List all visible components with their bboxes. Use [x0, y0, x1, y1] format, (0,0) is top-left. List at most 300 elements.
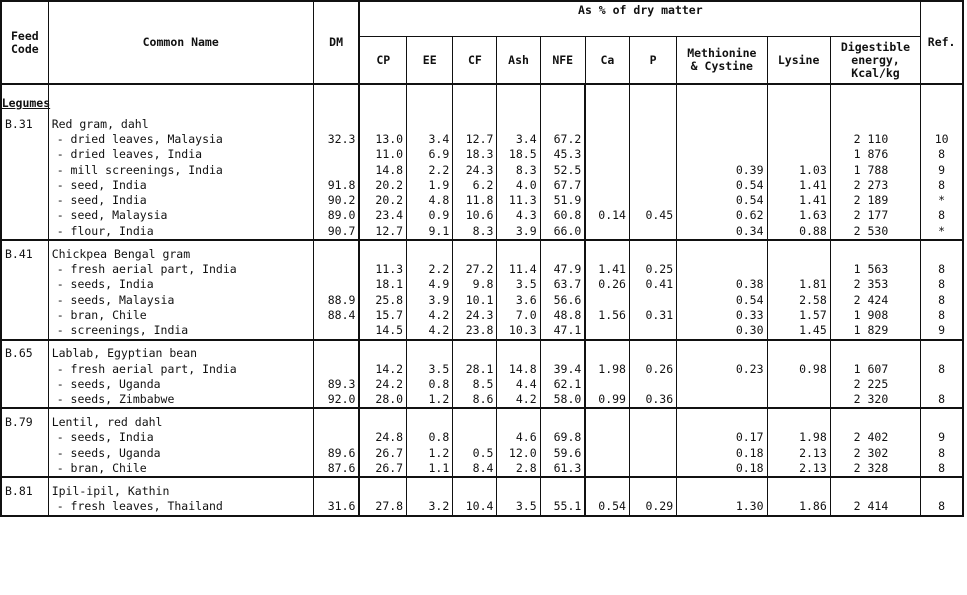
cell-methionine-cystine: 0.39	[677, 163, 767, 178]
cell-p	[629, 163, 676, 178]
cell-nfe: 47.1	[540, 323, 585, 339]
cell-ee: 3.4	[407, 132, 453, 147]
cell-cp: 15.7	[359, 308, 406, 323]
cell-methionine-cystine: 0.34	[677, 224, 767, 240]
header-dry-matter-group: As % of dry matter	[359, 1, 920, 37]
cell-p	[629, 377, 676, 392]
item-name: - fresh leaves, Thailand	[48, 499, 313, 515]
cell-ee: 0.9	[407, 208, 453, 223]
cell-digestible-energy: 2 402	[830, 430, 920, 445]
header-ash: Ash	[497, 37, 540, 85]
item-name: - seed, India	[48, 193, 313, 208]
cell-cf: 10.6	[453, 208, 497, 223]
feed-code: B.79	[1, 408, 48, 430]
cell-cp: 11.3	[359, 262, 406, 277]
table-row	[1, 132, 963, 147]
cell-p	[629, 193, 676, 208]
cell-digestible-energy: 2 530	[830, 224, 920, 240]
cell-ee: 1.2	[407, 392, 453, 408]
cell-p	[629, 446, 676, 461]
cell-cp: 27.8	[359, 499, 406, 515]
cell-p: 0.29	[629, 499, 676, 515]
group-row	[1, 477, 963, 499]
cell-ee: 4.2	[407, 323, 453, 339]
cell-cf: 10.4	[453, 499, 497, 515]
cell-lysine: 2.58	[767, 293, 830, 308]
cell-cp: 24.2	[359, 377, 406, 392]
group-row	[1, 340, 963, 362]
header-feed-code: Feed Code	[1, 1, 48, 84]
cell-lysine: 1.86	[767, 499, 830, 515]
cell-lysine: 1.03	[767, 163, 830, 178]
cell-lysine	[767, 377, 830, 392]
cell-ash: 3.9	[497, 224, 540, 240]
cell-ref: 8	[921, 446, 963, 461]
cell-cp: 26.7	[359, 461, 406, 477]
cell-ash: 3.5	[497, 277, 540, 292]
header-p: P	[629, 37, 676, 85]
cell-digestible-energy: 2 353	[830, 277, 920, 292]
cell-ref: 8	[921, 461, 963, 477]
cell-ca: 1.41	[585, 262, 629, 277]
cell-cp: 24.8	[359, 430, 406, 445]
cell-ref: 8	[921, 293, 963, 308]
cell-digestible-energy: 2 302	[830, 446, 920, 461]
cell-methionine-cystine: 0.54	[677, 293, 767, 308]
item-name: - seeds, India	[48, 430, 313, 445]
table-row	[1, 430, 963, 445]
cell-cp: 14.8	[359, 163, 406, 178]
group-row	[1, 408, 963, 430]
cell-cf: 23.8	[453, 323, 497, 339]
cell-methionine-cystine: 0.17	[677, 430, 767, 445]
header-ca: Ca	[585, 37, 629, 85]
feed-code: B.31	[1, 111, 48, 132]
cell-digestible-energy: 2 414	[830, 499, 920, 515]
cell-ee: 3.5	[407, 362, 453, 377]
cell-dm: 89.3	[313, 377, 359, 392]
table-row	[1, 323, 963, 339]
cell-ca: 1.56	[585, 308, 629, 323]
cell-ca	[585, 147, 629, 162]
table-header	[1, 1, 963, 84]
cell-ca	[585, 163, 629, 178]
cell-methionine-cystine: 1.30	[677, 499, 767, 515]
cell-lysine	[767, 262, 830, 277]
cell-methionine-cystine: 0.54	[677, 178, 767, 193]
cell-p	[629, 323, 676, 339]
cell-lysine	[767, 147, 830, 162]
item-name: - mill screenings, India	[48, 163, 313, 178]
cell-methionine-cystine: 0.18	[677, 446, 767, 461]
cell-digestible-energy: 2 177	[830, 208, 920, 223]
cell-ash: 4.4	[497, 377, 540, 392]
item-name: - screenings, India	[48, 323, 313, 339]
cell-digestible-energy: 2 110	[830, 132, 920, 147]
cell-dm: 89.0	[313, 208, 359, 223]
cell-cp: 13.0	[359, 132, 406, 147]
cell-ref: 8	[921, 499, 963, 515]
cell-dm: 32.3	[313, 132, 359, 147]
cell-digestible-energy: 2 424	[830, 293, 920, 308]
header-nfe: NFE	[540, 37, 585, 85]
header-methionine-cystine: Methionine & Cystine	[677, 37, 767, 85]
cell-ref: *	[921, 193, 963, 208]
cell-cp: 28.0	[359, 392, 406, 408]
table-row	[1, 446, 963, 461]
cell-cf: 27.2	[453, 262, 497, 277]
table-row	[1, 377, 963, 392]
table-row	[1, 163, 963, 178]
cell-methionine-cystine: 0.23	[677, 362, 767, 377]
cell-cf: 8.6	[453, 392, 497, 408]
item-name: - bran, Chile	[48, 308, 313, 323]
cell-cf: 24.3	[453, 163, 497, 178]
table-row	[1, 392, 963, 408]
group-name: Lentil, red dahl	[48, 408, 313, 430]
cell-ash: 4.2	[497, 392, 540, 408]
feed-code: B.41	[1, 240, 48, 262]
item-name: - bran, Chile	[48, 461, 313, 477]
cell-p	[629, 461, 676, 477]
cell-ca	[585, 193, 629, 208]
cell-lysine: 1.63	[767, 208, 830, 223]
cell-ca: 0.26	[585, 277, 629, 292]
cell-nfe: 48.8	[540, 308, 585, 323]
cell-ee: 1.2	[407, 446, 453, 461]
cell-ca: 1.98	[585, 362, 629, 377]
item-name: - seed, India	[48, 178, 313, 193]
cell-ca	[585, 430, 629, 445]
cell-ash: 3.4	[497, 132, 540, 147]
item-name: - seeds, Uganda	[48, 377, 313, 392]
cell-ee: 3.2	[407, 499, 453, 515]
cell-ref: 8	[921, 208, 963, 223]
cell-nfe: 61.3	[540, 461, 585, 477]
table-row	[1, 499, 963, 515]
item-name: - dried leaves, India	[48, 147, 313, 162]
cell-ee: 4.8	[407, 193, 453, 208]
cell-nfe: 62.1	[540, 377, 585, 392]
cell-ref: 9	[921, 163, 963, 178]
cell-lysine	[767, 132, 830, 147]
cell-cp: 26.7	[359, 446, 406, 461]
cell-dm	[313, 323, 359, 339]
header-digestible-energy: Digestible energy, Kcal/kg	[830, 37, 920, 85]
cell-ref: 8	[921, 308, 963, 323]
cell-ref: 8	[921, 392, 963, 408]
cell-lysine: 2.13	[767, 461, 830, 477]
cell-lysine: 1.41	[767, 193, 830, 208]
cell-cf: 8.5	[453, 377, 497, 392]
group-name: Chickpea Bengal gram	[48, 240, 313, 262]
cell-cf: 24.3	[453, 308, 497, 323]
cell-dm: 31.6	[313, 499, 359, 515]
cell-cp: 23.4	[359, 208, 406, 223]
cell-ref: 8	[921, 277, 963, 292]
cell-methionine-cystine: 0.18	[677, 461, 767, 477]
cell-nfe: 67.7	[540, 178, 585, 193]
cell-nfe: 56.6	[540, 293, 585, 308]
header-ref: Ref.	[921, 1, 963, 84]
cell-ee: 1.1	[407, 461, 453, 477]
cell-nfe: 47.9	[540, 262, 585, 277]
cell-nfe: 60.8	[540, 208, 585, 223]
cell-nfe: 58.0	[540, 392, 585, 408]
table-row	[1, 308, 963, 323]
cell-cf: 9.8	[453, 277, 497, 292]
cell-dm: 91.8	[313, 178, 359, 193]
cell-cp: 20.2	[359, 178, 406, 193]
table-row	[1, 262, 963, 277]
cell-digestible-energy: 1 607	[830, 362, 920, 377]
cell-cf: 12.7	[453, 132, 497, 147]
header-dm: DM	[313, 1, 359, 84]
cell-nfe: 39.4	[540, 362, 585, 377]
item-name: - flour, India	[48, 224, 313, 240]
cell-cf	[453, 430, 497, 445]
cell-ref: 8	[921, 362, 963, 377]
table-row	[1, 208, 963, 223]
item-name: - fresh aerial part, India	[48, 262, 313, 277]
cell-ca: 0.54	[585, 499, 629, 515]
cell-digestible-energy: 2 189	[830, 193, 920, 208]
cell-nfe: 69.8	[540, 430, 585, 445]
cell-cp: 14.2	[359, 362, 406, 377]
cell-cp: 12.7	[359, 224, 406, 240]
cell-dm: 92.0	[313, 392, 359, 408]
cell-methionine-cystine: 0.33	[677, 308, 767, 323]
cell-cp: 14.5	[359, 323, 406, 339]
cell-ash: 8.3	[497, 163, 540, 178]
group-row	[1, 240, 963, 262]
cell-cf: 8.4	[453, 461, 497, 477]
category-label: Legumes	[1, 95, 51, 110]
cell-p: 0.36	[629, 392, 676, 408]
cell-ca	[585, 178, 629, 193]
item-name: - fresh aerial part, India	[48, 362, 313, 377]
cell-methionine-cystine	[677, 392, 767, 408]
cell-cf: 0.5	[453, 446, 497, 461]
cell-cf: 10.1	[453, 293, 497, 308]
cell-cp: 11.0	[359, 147, 406, 162]
cell-p	[629, 132, 676, 147]
cell-dm: 90.7	[313, 224, 359, 240]
cell-nfe: 45.3	[540, 147, 585, 162]
cell-dm	[313, 362, 359, 377]
table-row	[1, 277, 963, 292]
table-row	[1, 178, 963, 193]
cell-ash: 18.5	[497, 147, 540, 162]
cell-digestible-energy: 2 320	[830, 392, 920, 408]
cell-nfe: 52.5	[540, 163, 585, 178]
cell-digestible-energy: 2 225	[830, 377, 920, 392]
cell-methionine-cystine	[677, 377, 767, 392]
cell-ee: 2.2	[407, 262, 453, 277]
cell-digestible-energy: 1 788	[830, 163, 920, 178]
cell-ref: 8	[921, 178, 963, 193]
cell-ca	[585, 293, 629, 308]
item-name: - seeds, Uganda	[48, 446, 313, 461]
header-cp: CP	[359, 37, 406, 85]
cell-dm	[313, 163, 359, 178]
item-name: - seeds, Zimbabwe	[48, 392, 313, 408]
table-row	[1, 362, 963, 377]
cell-lysine: 1.98	[767, 430, 830, 445]
table-row	[1, 193, 963, 208]
cell-p	[629, 224, 676, 240]
feed-code: B.65	[1, 340, 48, 362]
cell-dm: 89.6	[313, 446, 359, 461]
cell-ee: 4.9	[407, 277, 453, 292]
cell-ca	[585, 446, 629, 461]
cell-lysine: 0.98	[767, 362, 830, 377]
cell-cf: 18.3	[453, 147, 497, 162]
header-common-name: Common Name	[48, 1, 313, 84]
cell-digestible-energy: 1 876	[830, 147, 920, 162]
header-cf: CF	[453, 37, 497, 85]
cell-nfe: 51.9	[540, 193, 585, 208]
cell-dm	[313, 147, 359, 162]
cell-methionine-cystine: 0.30	[677, 323, 767, 339]
group-row	[1, 111, 963, 132]
cell-lysine: 1.41	[767, 178, 830, 193]
cell-ee: 3.9	[407, 293, 453, 308]
cell-methionine-cystine: 0.54	[677, 193, 767, 208]
group-name: Lablab, Egyptian bean	[48, 340, 313, 362]
cell-lysine: 1.81	[767, 277, 830, 292]
cell-ca	[585, 224, 629, 240]
table-row	[1, 224, 963, 240]
cell-lysine: 1.57	[767, 308, 830, 323]
cell-ash: 10.3	[497, 323, 540, 339]
cell-p: 0.31	[629, 308, 676, 323]
cell-ash: 4.0	[497, 178, 540, 193]
cell-digestible-energy: 1 829	[830, 323, 920, 339]
cell-methionine-cystine: 0.62	[677, 208, 767, 223]
cell-cp: 18.1	[359, 277, 406, 292]
cell-cf: 6.2	[453, 178, 497, 193]
group-name: Ipil-ipil, Kathin	[48, 477, 313, 499]
cell-ash: 11.3	[497, 193, 540, 208]
cell-p: 0.25	[629, 262, 676, 277]
cell-ref: 10	[921, 132, 963, 147]
cell-ee: 4.2	[407, 308, 453, 323]
cell-methionine-cystine	[677, 132, 767, 147]
cell-ref: 8	[921, 147, 963, 162]
item-name: - dried leaves, Malaysia	[48, 132, 313, 147]
table-row	[1, 461, 963, 477]
item-name: - seeds, India	[48, 277, 313, 292]
cell-p	[629, 430, 676, 445]
cell-ca	[585, 323, 629, 339]
cell-methionine-cystine: 0.38	[677, 277, 767, 292]
cell-ash: 3.5	[497, 499, 540, 515]
cell-ash: 4.3	[497, 208, 540, 223]
cell-nfe: 63.7	[540, 277, 585, 292]
cell-dm: 90.2	[313, 193, 359, 208]
cell-ref: 8	[921, 262, 963, 277]
cell-nfe: 59.6	[540, 446, 585, 461]
cell-ee: 0.8	[407, 377, 453, 392]
cell-lysine: 0.88	[767, 224, 830, 240]
cell-ash: 12.0	[497, 446, 540, 461]
table-row	[1, 293, 963, 308]
cell-nfe: 55.1	[540, 499, 585, 515]
cell-cf: 8.3	[453, 224, 497, 240]
category-row	[1, 84, 963, 111]
cell-p	[629, 293, 676, 308]
table-body	[1, 84, 963, 516]
cell-ref	[921, 377, 963, 392]
cell-ee: 6.9	[407, 147, 453, 162]
cell-cf: 11.8	[453, 193, 497, 208]
item-name: - seeds, Malaysia	[48, 293, 313, 308]
cell-lysine: 2.13	[767, 446, 830, 461]
cell-nfe: 67.2	[540, 132, 585, 147]
cell-digestible-energy: 1 563	[830, 262, 920, 277]
feed-code: B.81	[1, 477, 48, 499]
cell-ash: 14.8	[497, 362, 540, 377]
cell-ash: 4.6	[497, 430, 540, 445]
cell-ee: 1.9	[407, 178, 453, 193]
cell-p: 0.41	[629, 277, 676, 292]
cell-dm	[313, 262, 359, 277]
cell-ref: *	[921, 224, 963, 240]
cell-cp: 20.2	[359, 193, 406, 208]
cell-ee: 0.8	[407, 430, 453, 445]
item-name: - seed, Malaysia	[48, 208, 313, 223]
cell-digestible-energy: 1 908	[830, 308, 920, 323]
cell-methionine-cystine	[677, 147, 767, 162]
cell-dm	[313, 430, 359, 445]
cell-dm: 87.6	[313, 461, 359, 477]
cell-ref: 9	[921, 323, 963, 339]
cell-ash: 11.4	[497, 262, 540, 277]
cell-p: 0.26	[629, 362, 676, 377]
cell-ee: 9.1	[407, 224, 453, 240]
cell-cf: 28.1	[453, 362, 497, 377]
cell-dm	[313, 277, 359, 292]
group-name: Red gram, dahl	[48, 111, 313, 132]
cell-dm: 88.4	[313, 308, 359, 323]
cell-ca	[585, 132, 629, 147]
cell-ref: 9	[921, 430, 963, 445]
cell-ca	[585, 377, 629, 392]
cell-lysine	[767, 392, 830, 408]
cell-ca: 0.14	[585, 208, 629, 223]
table-row	[1, 147, 963, 162]
cell-ash: 2.8	[497, 461, 540, 477]
cell-p: 0.45	[629, 208, 676, 223]
cell-p	[629, 178, 676, 193]
cell-nfe: 66.0	[540, 224, 585, 240]
header-ee: EE	[407, 37, 453, 85]
cell-ash: 7.0	[497, 308, 540, 323]
cell-dm: 88.9	[313, 293, 359, 308]
cell-ee: 2.2	[407, 163, 453, 178]
cell-p	[629, 147, 676, 162]
cell-ca: 0.99	[585, 392, 629, 408]
header-lysine: Lysine	[767, 37, 830, 85]
cell-methionine-cystine	[677, 262, 767, 277]
cell-ca	[585, 461, 629, 477]
cell-lysine: 1.45	[767, 323, 830, 339]
cell-ash: 3.6	[497, 293, 540, 308]
cell-digestible-energy: 2 328	[830, 461, 920, 477]
cell-digestible-energy: 2 273	[830, 178, 920, 193]
cell-cp: 25.8	[359, 293, 406, 308]
